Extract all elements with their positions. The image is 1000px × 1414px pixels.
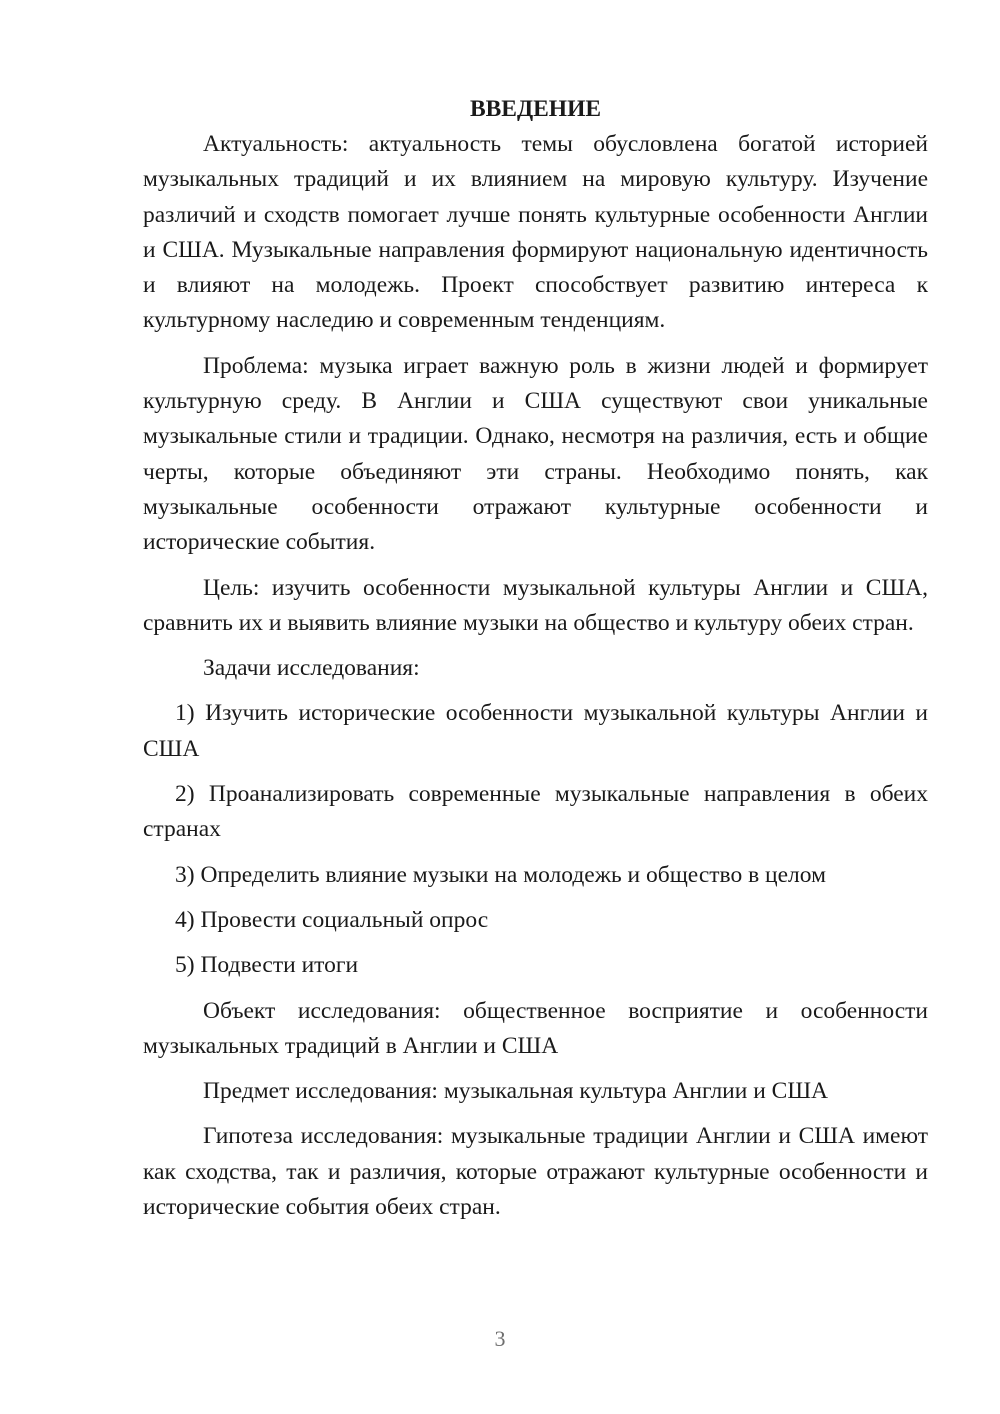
- list-item: 2) Проанализировать современные музыкальные направления в обеих странах: [143, 781, 928, 843]
- list-item: 4) Провести социальный опрос: [175, 906, 489, 933]
- list-item: 5) Подвести итоги: [175, 952, 359, 979]
- list-item: 3) Определить влияние музыки на молодежь и общество в целом: [175, 861, 826, 888]
- page-number: 3: [494, 1326, 506, 1351]
- document-body: [143, 92, 928, 1225]
- paragraph-subject: Предмет исследования: музыкальная культура Англии и США: [203, 1078, 829, 1105]
- paragraph-hypothesis: Гипотеза исследования: музыкальные традиции Англии и США имеют как сходства, так и различия, которые отражают культурные особенности и исторические события обеих стран.: [143, 1123, 928, 1221]
- paragraph-goal: Цель: изучить особенности музыкальной культуры Англии и США, сравнить их и выявить влияние музыки на общество и культуру обеих стран.: [143, 574, 928, 636]
- paragraph-relevance: Актуальность: актуальность темы обусловлена богатой историей музыкальных традиций и их влиянием на мировую культуру. Изучение различий и сходств помогает лучше понять культурные особенности Англии и США. Музыкальные направления формируют национальную идентичность и влияют на молодежь. Проект способствует развитию интереса к культурному наследию и современным тенденциям.: [143, 131, 928, 334]
- paragraph-problem: Проблема: музыка играет важную роль в жизни людей и формирует культурную среду. В Англии и США существуют свои уникальные музыкальные стили и традиции. Однако, несмотря на различия, есть и общие черты, которые объединяют эти страны. Необходимо понять, как музыкальные особенности отражают культурные особенности и исторические события.: [143, 352, 928, 556]
- tasks-heading: Задачи исследования:: [203, 655, 420, 682]
- tasks-list: [143, 696, 928, 983]
- list-item: 1) Изучить исторические особенности музыкальной культуры Англии и США: [143, 700, 928, 762]
- page-title: ВВЕДЕНИЕ: [469, 96, 602, 122]
- paragraph-object: Объект исследования: общественное восприятие и особенности музыкальных традиций в Англии и США: [143, 997, 928, 1059]
